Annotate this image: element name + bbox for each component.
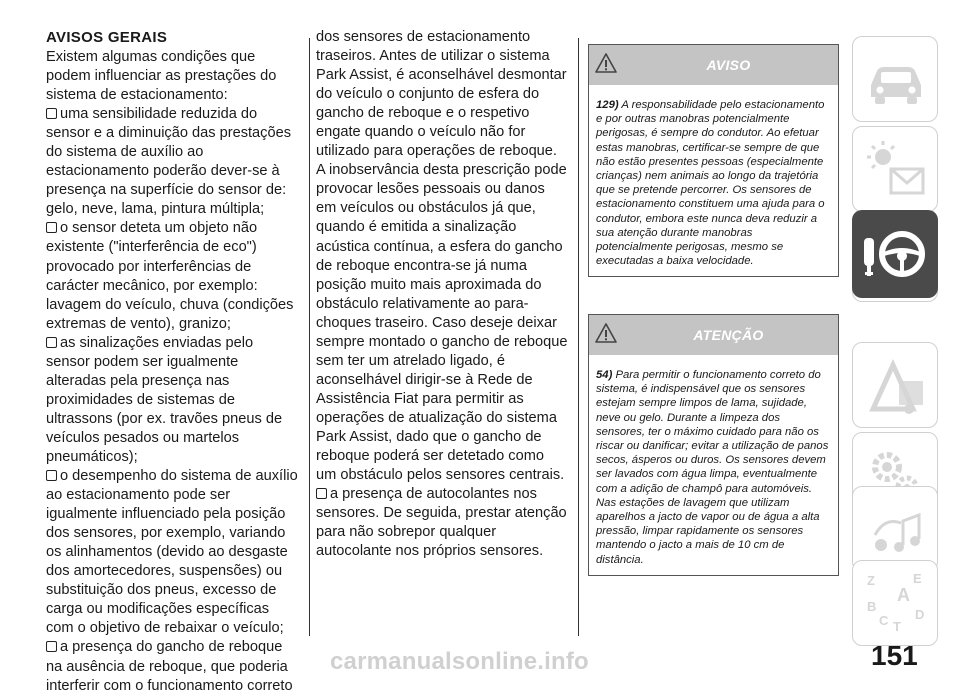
bullet-item <box>46 334 298 467</box>
page-number: 151 <box>871 640 918 671</box>
index-letter: C <box>879 613 889 628</box>
index-letter: Z <box>867 573 875 588</box>
car-icon <box>861 45 931 115</box>
bullet-square-icon <box>46 470 57 481</box>
bullet-square-icon <box>316 488 327 499</box>
bullet-text: o desempenho do sistema de auxílio ao estacionamento pode ser igualmente influenciado pela posição dos sensores, por exemplo, variando os alinhamentos (devido ao desgaste dos amortecedores, suspensões) ou substituição dos pneus, excesso de carga ou modificações específicas com o objetivo de rebaixar o veículo; <box>46 468 298 637</box>
warning-triangle-icon <box>595 53 617 73</box>
bullet-item <box>316 485 568 561</box>
bullet-item <box>46 219 298 333</box>
atencao-text: Para permitir o funcionamento correto do sistema, é indispensável que os sensores estejam sempre limpos de lama, sujidade, neve ou gelo. Durante a limpeza dos sensores, ter o máximo cuidado para não os riscar ou danificar; evitar a utilização de panos secos, ásperos ou duros. Os sensores devem ser lavados com água limpa, eventualmente com a adição de champô para automóveis. Nas estações de lavagem que utilizam aparelhos a jacto de vapor ou de água a alta pressão, limpar rapidamente os sensores mantendo o jacto a mais de 10 cm de distância. <box>596 369 829 566</box>
tab-dashboard-lights[interactable] <box>852 126 938 212</box>
section-heading: AVISOS GERAIS <box>46 29 168 46</box>
bullet-square-icon <box>46 641 57 652</box>
atencao-header <box>589 315 838 355</box>
index-letter: A <box>897 585 910 605</box>
tab-starting-driving[interactable] <box>852 210 938 298</box>
index-letter: E <box>913 571 922 586</box>
warning-triangle-icon <box>595 323 617 343</box>
middle-column <box>316 28 568 561</box>
atencao-body <box>589 355 838 575</box>
bullet-square-icon <box>46 337 57 348</box>
note-number: 54) <box>596 369 613 381</box>
note-number: 129) <box>596 99 619 111</box>
emergency-triangle-icon <box>861 351 931 421</box>
tab-vehicle[interactable] <box>852 36 938 122</box>
aviso-text: A responsabilidade pelo estacionamento e por outras manobras potencialmente perigosas, é sempre do condutor. Ao efetuar estas manobras, certificar-se sempre de que não estão presentes pessoas (especialmente crianças) nem animais ao longo da trajetória que se pretende percorrer. Os sensores de estacionamento constituem uma ajuda para o condutor, embora este nunca deva reduzir a sua atenção durante manobras potencialmente perigosas, mesmo se executadas a baixa velocidade. <box>596 99 825 268</box>
index-letter: T <box>893 619 901 634</box>
left-column <box>46 28 298 696</box>
tab-index[interactable] <box>852 560 938 646</box>
bullet-text: a presença de autocolantes nos sensores. De seguida, prestar atenção para não sobrepor qualquer autocolante nos próprios sensores. <box>316 486 567 560</box>
column-divider <box>578 38 579 636</box>
watermark: carmanualsonline.info <box>330 648 589 675</box>
continuation-paragraph: dos sensores de estacionamento traseiros. Antes de utilizar o sistema Park Assist, é aconselhável desmontar do veículo o conjunto de esfera do gancho de reboque e o respetivo engate quando o veículo não for utilizado para operações de reboque. A inobservância desta prescrição pode provocar lesões pessoais ou danos em veículos ou obstáculos já que, quando é emitida a sinalização acústica contínua, a esfera do gancho de reboque encontra-se já numa posição muito mais aproximada do obstáculo relativamente ao para-choques traseiro. Caso deseje deixar sempre montado o gancho de reboque sem ter um atrelado ligado, é aconselhável dirigir-se à Rede de Assistência Fiat para permitir as operações de atualização do sistema Park Assist, dado que o gancho de reboque poderá ser detetado como um obstáculo pelos sensores centrais. <box>316 29 568 484</box>
aviso-body <box>589 85 838 276</box>
intro-paragraph: Existem algumas condições que podem influenciar as prestações do sistema de estacionamento: <box>46 49 277 104</box>
steering-wheel-key-icon <box>860 218 930 288</box>
bullet-text: uma sensibilidade reduzida do sensor e a diminuição das prestações do sistema de auxílio ao estacionamento poderão dever-se à presença na superfície do sensor de: gelo, neve, lama, pintura múltipla; <box>46 106 291 218</box>
aviso-title: AVISO <box>706 57 751 73</box>
bullet-square-icon <box>46 222 57 233</box>
bullet-item <box>46 467 298 638</box>
aviso-box <box>588 44 839 277</box>
index-letter: B <box>867 599 877 614</box>
bullet-text: o sensor deteta um objeto não existente ("interferência de eco") provocado por interferências de carácter mecânico, por exemplo: lavagem do veículo, chuva (condições extremas de vento), granizo; <box>46 220 294 332</box>
atencao-title: ATENÇÃO <box>693 327 764 343</box>
bullet-item <box>46 638 298 695</box>
bullet-square-icon <box>46 108 57 119</box>
index-letters-icon <box>861 569 931 639</box>
atencao-box <box>588 314 839 576</box>
index-letter: D <box>915 607 925 622</box>
bullet-text: a presença do gancho de reboque na ausência de reboque, que poderia interferir com o funcionamento correto <box>46 639 293 694</box>
tab-emergency[interactable] <box>852 342 938 428</box>
bullet-text: as sinalizações enviadas pelo sensor podem ser igualmente alteradas pela presença nas proximidades de sistemas de ultrassons (por ex. travões pneus de veículos pesados ou martelos pneumáticos); <box>46 334 283 465</box>
column-divider <box>309 38 310 636</box>
multimedia-music-icon <box>861 495 931 565</box>
aviso-header <box>589 45 838 85</box>
warning-lights-icon <box>861 135 931 205</box>
bullet-item <box>46 105 298 219</box>
